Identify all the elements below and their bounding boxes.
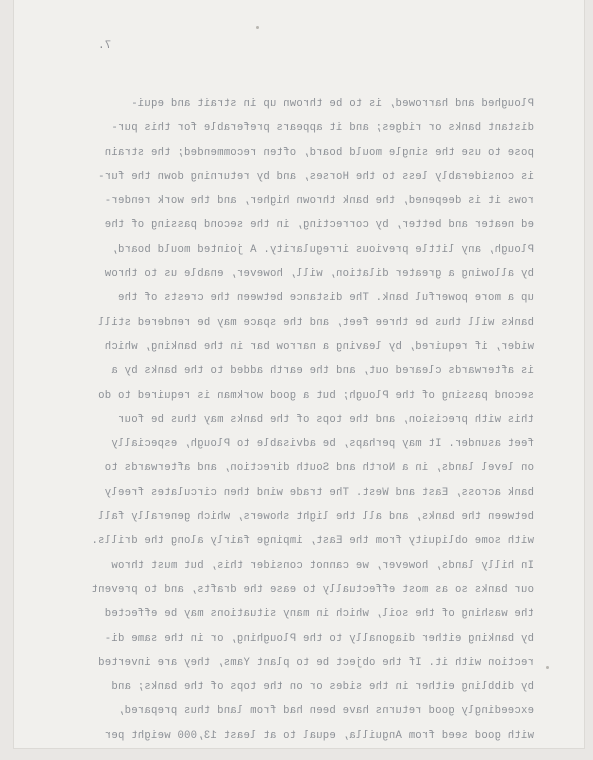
text-line: by allowing a greater dilation, will, however, enable us to throw [104,268,534,281]
typed-text-block [92,92,534,748]
text-line: up a more powerful bank. The distance between the crests of the [117,292,534,305]
text-line: this with precision, and the tops of the banks may thus be four [117,413,534,426]
text-line: by banking either diagonally to the Ploughing, or in the same di- [104,632,534,645]
text-line: distant banks or ridges; and it appears preferable for this pur- [111,122,534,135]
text-line: ed neater and better, by correcting, in the second passing of the [104,219,534,232]
text-line: the washing of the soil, which in many situations may be effected [104,608,534,621]
text-line: our banks so as most effectually to ease the drafts, and to prevent [91,583,534,596]
text-line: between the banks, and all the light showers, which generally fall [97,511,534,524]
text-line: banks will thus be three feet, and the space may be rendered still [97,316,534,329]
text-line: bank across, East and West. The trade wind then circulates freely [104,486,534,499]
text-line: exceedingly good returns have been had from land thus prepared, [117,705,534,718]
text-line: rection with it. If the object be to plant Yams, they are inverted [97,656,534,669]
text-line: with good seed from Anguilla, equal to at least 13,000 weight per [104,729,534,742]
paper-speck [546,666,549,669]
text-line: is considerably less to the Horses, and by returning down the fur- [97,170,534,183]
text-line: In hilly lands, however, we cannot consider this, but must throw [111,559,534,572]
text-line: Ploughed and harrowed, is to be thrown up in strait and equi- [130,98,534,110]
text-line: wider, if required, by leaving a narrow bar in the banking, which [104,340,534,353]
text-line: on level lands, in a North and South direction, and afterwards to [104,462,534,475]
text-line: pose to use the single mould board, often recommended; the strain [104,146,534,159]
text-line: is afterwards cleared out, and the earth added to the banks by a [111,365,534,378]
text-line: with some obliquity from the East, impinge fairly along the drills. [91,535,534,548]
text-line: second passing of the Plough; but a good workman is required to do [97,389,534,402]
text-line: by dibbling either in the sides or on the tops of the banks; and [111,681,534,694]
page-number: 7. [98,40,112,52]
text-line: Plough, any little previous irregularity. A jointed mould board, [111,243,534,256]
paper-speck [256,26,259,29]
text-line: rows it is deepened, the bank thrown higher, and the work render- [104,195,534,208]
text-line: feet asunder. It may perhaps, be advisable to Plough, especially [111,438,534,451]
document-page [14,0,584,748]
